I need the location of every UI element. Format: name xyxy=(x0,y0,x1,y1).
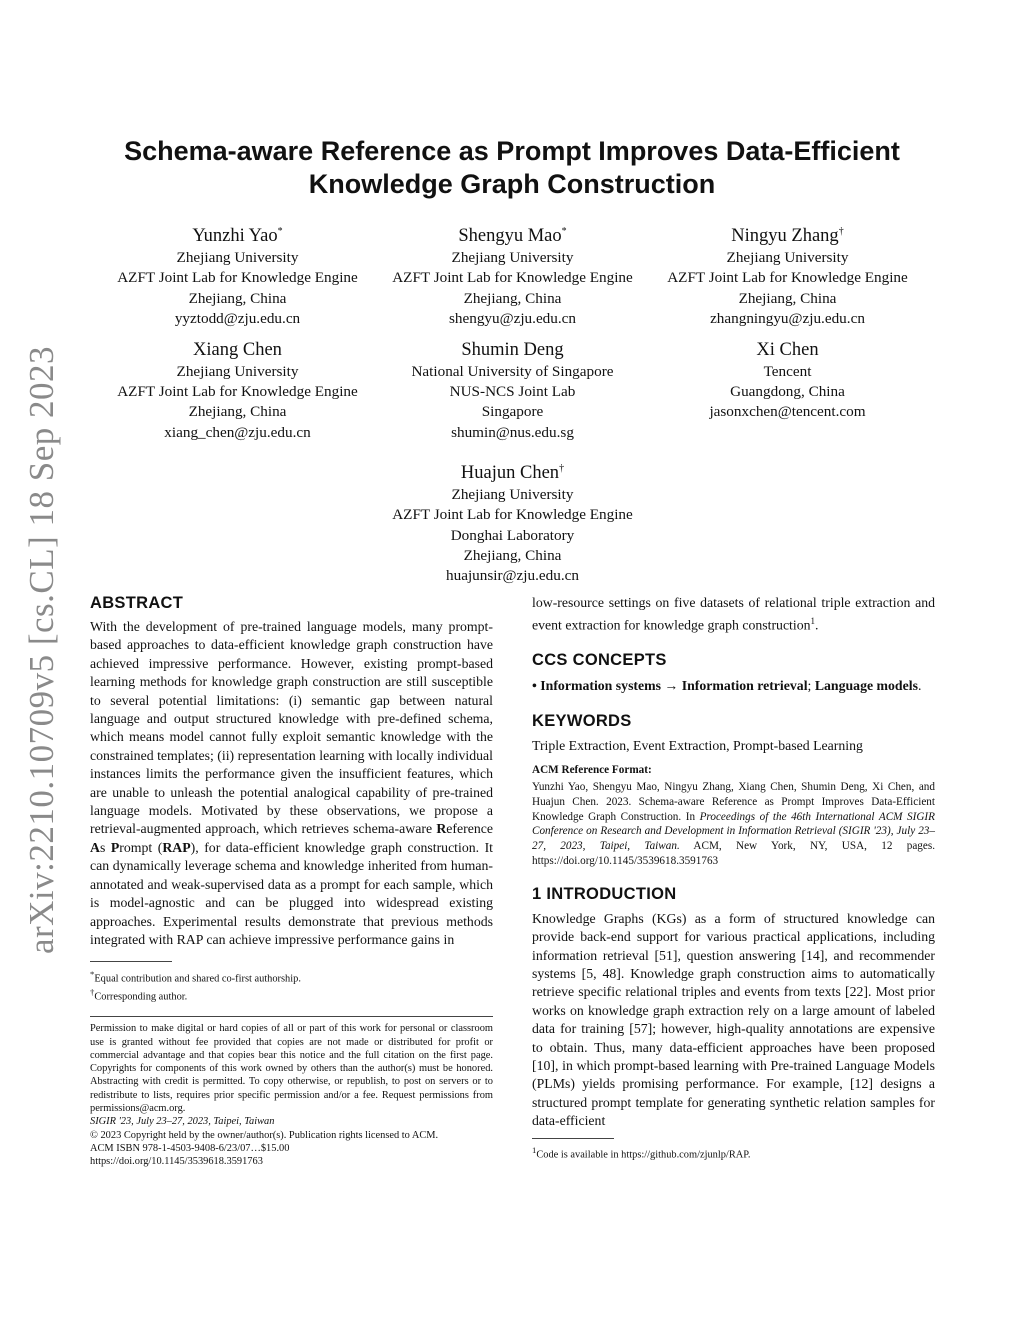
left-column xyxy=(90,594,493,1169)
paper-title: Schema-aware Reference as Prompt Improves Data-Efficient Knowledge Graph Construction xyxy=(124,136,900,199)
author-block: Shumin Deng National University of Singapore NUS-NCS Joint Lab Singapore shumin@nus.edu.sg xyxy=(411,340,614,441)
author-name: Yunzhi Yao xyxy=(192,226,278,247)
acm-reference-heading: ACM Reference Format: xyxy=(532,764,652,777)
abstract-heading: ABSTRACT xyxy=(90,594,184,612)
permission-rule xyxy=(90,1016,493,1017)
footnote-rule xyxy=(532,1138,614,1139)
introduction-text: Knowledge Graphs (KGs) as a form of structured knowledge can provide back-end support for various practical applications, including information retrieval [51], question answering [14], and recommender systems [5, 48]. Knowledge graph construction aims to automatically retrieve specific relational triples and events from texts [22]. Most prior works on knowledge graph extraction rely on a large amount of labeled data for training [57]; however, high-quality annotations are expensive to obtain. Thus, many data-efficient approaches have been proposed [10], in which prompt-based learning with Pre-trained Language Models (PLMs) yields promising performance. For example, [12] designs a structured prompt template for generating synthetic relation samples for data-efficient xyxy=(532,910,935,1129)
author-name: Xi Chen xyxy=(756,340,819,360)
author-name: Shengyu Mao xyxy=(458,226,562,247)
author-block: Shengyu Mao* Zhejiang University AZFT Joint Lab for Knowledge Engine Zhejiang, China shengyu@zju.edu.cn xyxy=(392,226,633,327)
author-name: Shumin Deng xyxy=(461,340,564,360)
footnote-rule xyxy=(90,961,172,962)
footnote-code: $^1$Code is available in https://github.com/zjunlp/RAP. xyxy=(532,1144,751,1161)
author-block: Xiang Chen Zhejiang University AZFT Joint Lab for Knowledge Engine Zhejiang, China xiang_chen@zju.edu.cn xyxy=(117,340,358,441)
copyright-line: © 2023 Copyright held by the owner/author(s). Publication rights licensed to ACM. xyxy=(90,1129,439,1141)
footnote-corresponding: †Corresponding author. xyxy=(90,986,188,1003)
ccs-concepts: • Information systems → Information retrieval; Language models. xyxy=(532,678,922,694)
abstract-text: With the development of pre-trained language models, many prompt-based approaches to data-efficient knowledge graph construction have achieved impressive performance. However, existing prompt-based learning methods for knowledge graph construction are still susceptible to several potential limitations: (i) semantic gap between natural language and output structured knowledge with pre-defined schema, which means model cannot fully exploit semantic knowledge with the constrained templates; (ii) representation learning with locally individual instances limits the performance given the insufficient features, which are unable to unleash the potential analogical capability of pre-trained language models. Motivated by these observations, we propose a retrieval-augmented approach, which retrieves schema-aware Reference As Prompt (RAP), for data-efficient knowledge graph construction. It can dynamically leverage schema and knowledge inherited from human-annotated and weak-supervised data as a prompt for each sample, which is model-agnostic and can be plugged into widespread existing approaches. Experimental results demonstrate that previous methods integrated with RAP can achieve impressive performance gains in xyxy=(90,619,494,947)
permission-notice: Permission to make digital or hard copies of all or part of this work for personal or classroom use is granted without fee provided that copies are not made or distributed for profit or commercial advantage and that copies bear this notice and the full citation on the first page. Copyrights for components of this work owned by others than the author(s) must be honored. Abstracting with credit is permitted. To copy otherwise, or republish, to post on servers or to redistribute to lists, requires prior specific permission and/or a fee. Request permissions from permissions@acm.org. xyxy=(90,1023,493,1115)
acm-reference-text: Yunzhi Yao, Shengyu Mao, Ningyu Zhang, Xiang Chen, Shumin Deng, Xi Chen, and Huajun Chen. 2023. Schema-aware Reference as Prompt Improves Data-Efficient Knowledge Graph Construction. In Proceedings of the 46th International ACM SIGIR Conference on Research and Development in Information Retrieval (SIGIR '23), July 23–27, 2023, Taipei, Taiwan. ACM, New York, NY, USA, 12 pages. https://doi.org/10.1145/3539618.3591763 xyxy=(532,781,935,867)
footnote-equal-contribution: *Equal contribution and shared co-first authorship. xyxy=(90,969,301,985)
author-block: Yunzhi Yao* Zhejiang University AZFT Joint Lab for Knowledge Engine Zhejiang, China yyztodd@zju.edu.cn xyxy=(117,226,358,327)
keywords-heading: KEYWORDS xyxy=(532,711,632,730)
author-name: Ningyu Zhang xyxy=(731,226,839,247)
author-name: Huajun Chen xyxy=(460,463,560,484)
author-block: Xi Chen Tencent Guangdong, China jasonxchen@tencent.com xyxy=(709,340,866,421)
abstract-continuation: low-resource settings on five datasets of relational triple extraction and event extraction for knowledge graph construction$^1$. xyxy=(532,595,935,633)
author-name: Xiang Chen xyxy=(193,340,282,360)
arxiv-id: arXiv:2210.10709v5 [cs.CL] 18 Sep 2023 xyxy=(22,345,62,955)
arxiv-side-stamp xyxy=(10,345,74,955)
ccs-heading: CCS CONCEPTS xyxy=(532,651,667,670)
keywords-text: Triple Extraction, Event Extraction, Prompt-based Learning xyxy=(532,737,863,753)
isbn-line: ACM ISBN 978-1-4503-9408-6/23/07…$15.00 xyxy=(90,1142,290,1154)
author-block: Ningyu Zhang† Zhejiang University AZFT Joint Lab for Knowledge Engine Zhejiang, China zhangningyu@zju.edu.cn xyxy=(667,226,908,327)
venue-line: SIGIR '23, July 23–27, 2023, Taipei, Taiwan xyxy=(90,1116,275,1128)
right-column xyxy=(532,594,935,1161)
introduction-heading: 1 INTRODUCTION xyxy=(532,884,677,903)
doi-link[interactable]: https://doi.org/10.1145/3539618.3591763 xyxy=(90,1156,263,1168)
author-block: Huajun Chen† Zhejiang University AZFT Joint Lab for Knowledge Engine Donghai Laboratory Zhejiang, China huajunsir@zju.edu.cn xyxy=(392,463,633,584)
